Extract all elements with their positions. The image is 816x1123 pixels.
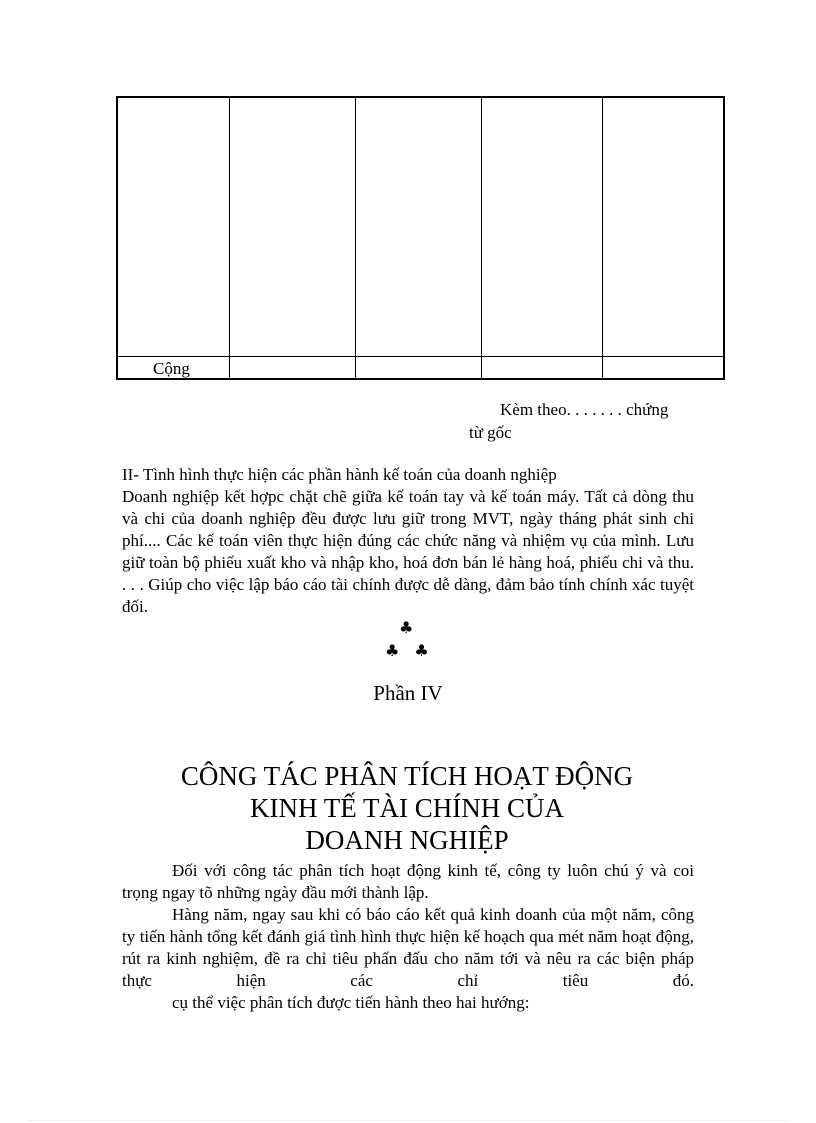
total-label: Cộng <box>117 357 229 380</box>
table-cell <box>602 97 724 357</box>
table-body-row <box>117 97 724 357</box>
section-heading: II- Tình hình thực hiện các phần hành kế toán của doanh nghiệp <box>122 465 557 484</box>
attachment-note-continued: từ gốc <box>469 423 512 442</box>
section-ii <box>122 464 694 618</box>
club-ornament-pair-icon: ♣♣ <box>385 641 444 660</box>
chapter-title-line: CÔNG TÁC PHÂN TÍCH HOẠT ĐỘNG <box>180 761 634 791</box>
ledger-table <box>116 96 725 380</box>
part-title: Phần IV <box>373 681 443 705</box>
page-bottom-divider <box>28 1120 788 1121</box>
body-paragraph: Hàng năm, ngay sau khi có báo cáo kết quả kinh doanh của một năm, công ty tiến hành tổng kết đánh giá tình hình thực hiện kế hoạch qua mét năm hoạt động, rút ra kinh nghiệm, đề ra chỉ tiêu phấn đấu cho năm tới và nêu ra các biện pháp thực hiện các chỉ tiêu đó. <box>122 905 694 990</box>
table-cell <box>481 97 602 357</box>
body-paragraph: Đối với công tác phân tích hoạt động kinh tế, công ty luôn chú ý và coi trọng ngay tõ những ngày đầu mới thành lập. <box>122 861 694 902</box>
attachment-note: Kèm theo. . . . . . . chứng <box>500 400 669 419</box>
table-cell <box>481 357 602 380</box>
body-text <box>122 860 694 1014</box>
table-cell <box>117 97 229 357</box>
table-cell <box>355 357 481 380</box>
table-cell <box>602 357 724 380</box>
table-cell <box>229 357 355 380</box>
club-ornament-icon: ♣ <box>399 618 414 637</box>
chapter-title-line: DOANH NGHIỆP <box>305 825 509 855</box>
body-paragraph: cụ thể việc phân tích được tiến hành theo hai hướng: <box>172 993 530 1012</box>
chapter-title-line: KINH TẾ TÀI CHÍNH CỦA <box>250 793 564 823</box>
chapter-title <box>100 760 714 856</box>
table-cell <box>355 97 481 357</box>
section-paragraph: Doanh nghiệp kết hợpc chặt chẽ giữa kế toán tay và kế toán máy. Tất cả dòng thu và chi của doanh nghiệp đều được lưu giữ trong MVT, ngày tháng phát sinh chi phí.... Các kế toán viên thực hiện đúng các chức năng và nhiệm vụ của mình. Lưu giữ toàn bộ phiếu xuất kho và nhập kho, hoá đơn bán lẻ hàng hoá, phiếu chi và thu. . . . Giúp cho việc lập báo cáo tài chính được dễ dàng, đảm bảo tính chính xác tuyệt đối. <box>122 487 694 616</box>
table-cell <box>229 97 355 357</box>
table-total-row <box>117 357 724 380</box>
